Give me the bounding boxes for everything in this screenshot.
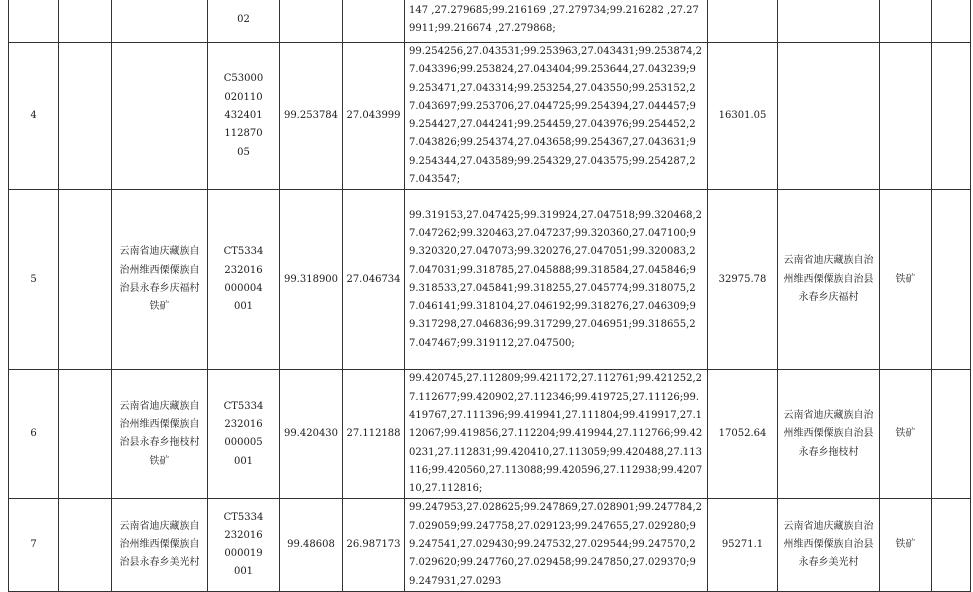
name-cell bbox=[112, 0, 208, 43]
table-row bbox=[9, 499, 971, 591]
coords-cell: 99.420745,27.112809;99.421172,27.112761;99.421252,27.112677;99.420902,27.112346;99.419725,27.11126;99.419767,27.111396;99.419941,27.111804;99.419917,27.112067;99.419856,27.112204;99.419944,27.112766;99.420231,27.112831;99.420410,27.113059;99.420488,27.113116;99.420560,27.113088;99.420596,27.112938;99.420710,27.112816; bbox=[405, 370, 708, 499]
y-cell bbox=[343, 0, 405, 43]
table-row bbox=[9, 43, 971, 190]
index-cell: 5 bbox=[9, 190, 59, 370]
mineral-cell: 铁矿 bbox=[880, 190, 932, 370]
code-cell: C5300002011043240111287005 bbox=[208, 43, 280, 190]
y-cell: 27.043999 bbox=[343, 43, 405, 190]
x-cell: 99.48608 bbox=[280, 499, 343, 591]
code-cell: CT5334232016000005001 bbox=[208, 370, 280, 499]
blank-cell bbox=[59, 0, 112, 43]
mineral-cell: 铁矿 bbox=[880, 499, 932, 591]
coords-cell: 99.254256,27.043531;99.253963,27.043431;99.253874,27.043396;99.253824,27.043404;99.253644,27.043239;99.253471,27.043314;99.253254,27.043550;99.253152,27.043697;99.253706,27.044725;99.254394,27.044457;99.254427,27.044241;99.254459,27.043976;99.254452,27.043826;99.254374,27.043658;99.254367,27.043631;99.254344,27.043589;99.254329,27.043575;99.254287,27.043547; bbox=[405, 43, 708, 190]
mineral-cell bbox=[880, 43, 932, 190]
coords-cell: 147 ,27.279685;99.216169 ,27.279734;99.216282 ,27.279911;99.216674 ,27.279868; bbox=[405, 0, 708, 43]
mineral-cell bbox=[880, 0, 932, 43]
index-cell: 4 bbox=[9, 43, 59, 190]
name-cell: 云南省迪庆藏族自治州维西傈僳族自治县永春乡拖枝村铁矿 bbox=[112, 370, 208, 499]
code-cell: CT5334232016000004001 bbox=[208, 190, 280, 370]
y-cell: 27.046734 bbox=[343, 190, 405, 370]
index-cell: 6 bbox=[9, 370, 59, 499]
area-cell: 32975.78 bbox=[708, 190, 778, 370]
area-cell: 16301.05 bbox=[708, 43, 778, 190]
blank-cell bbox=[59, 43, 112, 190]
blank-cell bbox=[59, 370, 112, 499]
name-cell: 云南省迪庆藏族自治州维西傈僳族自治县永春乡庆福村铁矿 bbox=[112, 190, 208, 370]
blank-cell bbox=[59, 190, 112, 370]
index-cell bbox=[9, 0, 59, 43]
y-cell: 27.112188 bbox=[343, 370, 405, 499]
remark-cell bbox=[932, 499, 971, 591]
x-cell: 99.318900 bbox=[280, 190, 343, 370]
area-cell: 95271.1 bbox=[708, 499, 778, 591]
area-cell bbox=[708, 0, 778, 43]
code-cell: 02 bbox=[208, 0, 280, 43]
blank-cell bbox=[59, 499, 112, 591]
remark-cell bbox=[932, 370, 971, 499]
table-row bbox=[9, 0, 971, 43]
x-cell: 99.253784 bbox=[280, 43, 343, 190]
y-cell: 26.987173 bbox=[343, 499, 405, 591]
location-cell: 云南省迪庆藏族自治州维西傈僳族自治县永春乡拖枝村 bbox=[778, 370, 880, 499]
area-cell: 17052.64 bbox=[708, 370, 778, 499]
remark-cell bbox=[932, 0, 971, 43]
index-cell: 7 bbox=[9, 499, 59, 591]
location-cell: 云南省迪庆藏族自治州维西傈僳族自治县永春乡庆福村 bbox=[778, 190, 880, 370]
x-cell: 99.420430 bbox=[280, 370, 343, 499]
mineral-cell: 铁矿 bbox=[880, 370, 932, 499]
coords-cell: 99.319153,27.047425;99.319924,27.047518;99.320468,27.047262;99.320463,27.047237;99.320360,27.047100;99.320320,27.047073;99.320276,27.047051;99.320083,27.047031;99.318785,27.045888;99.318584,27.045846;99.318533,27.045841;99.318255,27.045774;99.318075,27.046141;99.318104,27.046192;99.318276,27.046309;99.317298,27.046836;99.317299,27.046951;99.318655,27.047467;99.319112,27.047500; bbox=[405, 190, 708, 370]
location-cell: 云南省迪庆藏族自治州维西傈僳族自治县永春乡美光村 bbox=[778, 499, 880, 591]
location-cell bbox=[778, 43, 880, 190]
table-row bbox=[9, 190, 971, 370]
remark-cell bbox=[932, 190, 971, 370]
remark-cell bbox=[932, 43, 971, 190]
location-cell bbox=[778, 0, 880, 43]
name-cell bbox=[112, 43, 208, 190]
table-row bbox=[9, 370, 971, 499]
mining-rights-table bbox=[8, 0, 971, 592]
coords-cell: 99.247953,27.028625;99.247869,27.028901;99.247784,27.029059;99.247758,27.029123;99.247655,27.029280;99.247541,27.029430;99.247532,27.029544;99.247570,27.029620;99.247760,27.029458;99.247850,27.029370;99.247931,27.0293 bbox=[405, 499, 708, 591]
code-cell: CT5334232016000019001 bbox=[208, 499, 280, 591]
name-cell: 云南省迪庆藏族自治州维西傈僳族自治县永春乡美光村 bbox=[112, 499, 208, 591]
x-cell bbox=[280, 0, 343, 43]
